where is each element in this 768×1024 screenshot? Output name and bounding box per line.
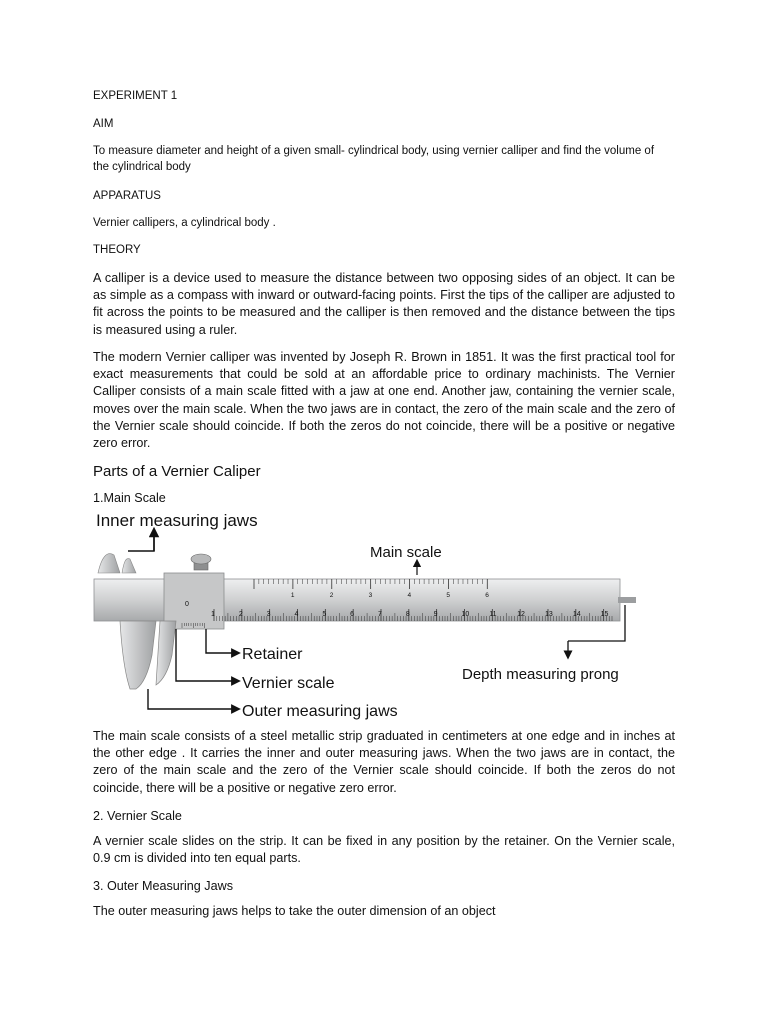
inner-jaw-moving (122, 559, 136, 573)
outer-jaw-fixed (120, 621, 156, 689)
label-vernier-scale: Vernier scale (242, 675, 335, 692)
theory-paragraph-2: The modern Vernier calliper was invented by Joseph R. Brown in 1851. It was the first practical tool for exact measurements that could be sold at an affordable price to ordinary machinists. The Vernier Calliper consists of a main scale fitted with a jaw at one end. Another jaw, containing the vernier scale, moves over the main scale. When the two jaws are in contact, the zero of the main scale and the zero of the Vernier scale should coincide. If both the zeros do not coincide, there will be a positive or negative zero error. (93, 350, 675, 451)
cm-tick-label: 1 (211, 611, 215, 618)
vernier-zero-label: 0 (185, 601, 189, 608)
apparatus-heading: APPARATUS (93, 190, 161, 202)
cm-tick-label: 13 (544, 611, 553, 618)
caliper-illustration (90, 505, 680, 723)
cm-tick-label: 3 (266, 611, 271, 618)
cm-tick-label: 2 (238, 611, 243, 618)
cm-tick-label: 7 (377, 611, 382, 618)
part2-text: A vernier scale slides on the strip. It can be fixed in any position by the retainer. On the Vernier scale, 0.9 cm is divided into ten equal parts. (93, 834, 675, 866)
inch-tick-label: 1 (290, 592, 295, 599)
cm-tick-label: 15 (600, 611, 609, 618)
cm-tick-label: 9 (433, 611, 438, 618)
part1-text: The main scale consists of a steel metallic strip graduated in centimeters at one edge and in inches at the other edge . It carries the inner and outer measuring jaws. When the two jaws are in contact, the zero of the main scale and the zero of the Vernier scale should coincide. If both the zeros do not coincide, there will be a positive or negative zero error. (93, 729, 675, 795)
cm-tick-label: 12 (517, 611, 525, 618)
experiment-title: EXPERIMENT 1 (93, 90, 178, 102)
apparatus-text: Vernier callipers, a cylindrical body . (93, 217, 276, 229)
inch-tick-label: 5 (446, 592, 451, 599)
inch-tick-label: 3 (368, 592, 373, 599)
label-main-scale: Main scale (370, 544, 442, 561)
cm-tick-label: 4 (294, 611, 299, 618)
label-inner-jaws: Inner measuring jaws (96, 511, 258, 530)
label-outer-jaws: Outer measuring jaws (242, 703, 398, 720)
cm-tick-label: 6 (350, 611, 355, 618)
part1-heading: 1.Main Scale (93, 491, 166, 505)
aim-text: To measure diameter and height of a given small- cylindrical body, using vernier calliper and find the volume of the cylindrical body (93, 145, 655, 173)
cm-tick-label: 8 (405, 611, 410, 618)
vernier-caliper-diagram (90, 505, 680, 723)
inner-jaw-fixed (98, 554, 120, 573)
inch-tick-label: 2 (329, 592, 334, 599)
part3-heading: 3. Outer Measuring Jaws (93, 879, 233, 893)
cm-tick-label: 10 (461, 611, 470, 618)
part2-heading: 2. Vernier Scale (93, 809, 182, 823)
label-retainer: Retainer (242, 646, 303, 663)
theory-heading: THEORY (93, 244, 141, 256)
cm-tick-label: 14 (572, 611, 581, 618)
parts-heading: Parts of a Vernier Caliper (93, 463, 261, 480)
label-depth-prong: Depth measuring prong (462, 666, 619, 683)
inch-tick-label: 6 (485, 592, 489, 599)
outer-jaw-moving (156, 621, 176, 685)
depth-prong (618, 597, 636, 603)
inch-tick-label: 4 (407, 592, 412, 599)
cm-tick-label: 11 (489, 611, 497, 618)
vernier-slider (164, 573, 224, 629)
cm-tick-label: 5 (322, 611, 327, 618)
part3-text: The outer measuring jaws helps to take the outer dimension of an object (93, 904, 496, 918)
theory-paragraph-1: A calliper is a device used to measure the distance between two opposing sides of an object. It can be as simple as a compass with inward or outward-facing points. First the tips of the calliper are adjusted to fit across the points to be measured and the calliper is then removed and the distance between the tips is measured using a ruler. (93, 271, 675, 337)
aim-heading: AIM (93, 118, 114, 130)
